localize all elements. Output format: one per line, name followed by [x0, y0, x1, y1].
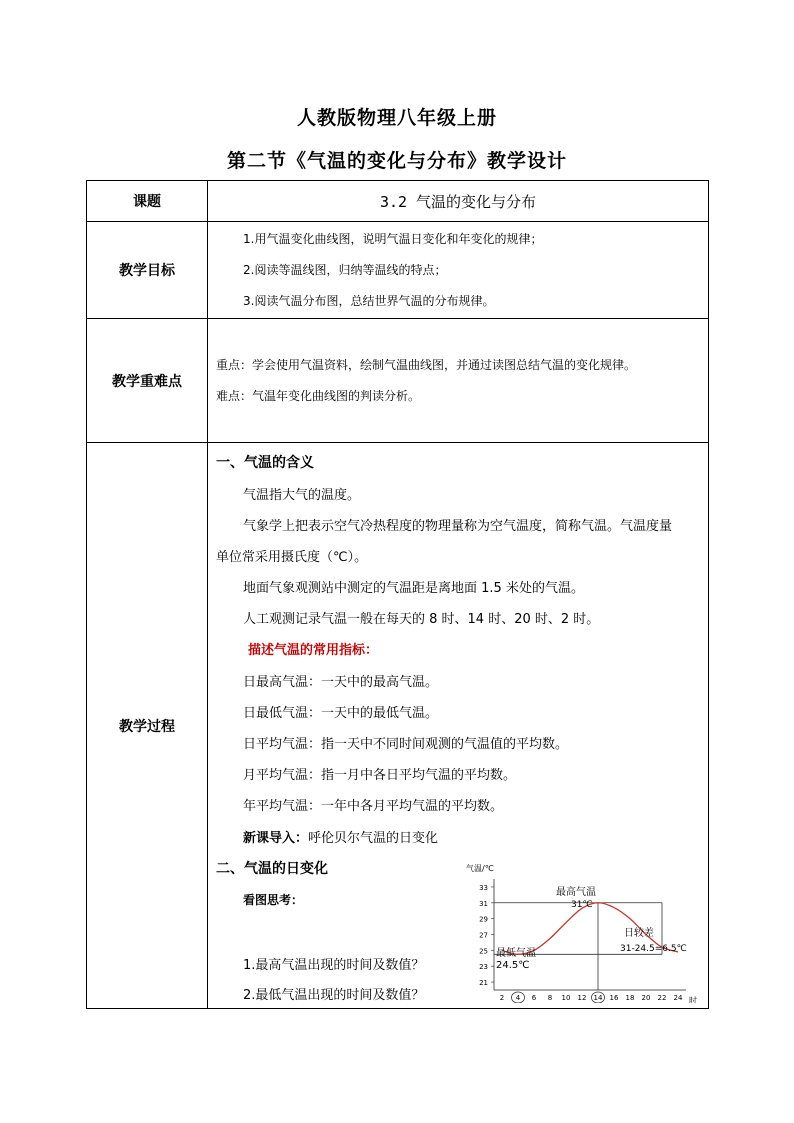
process-label: 教学过程: [87, 443, 208, 1009]
process-paragraph: 气温指大气的温度。: [243, 488, 361, 503]
y-tick-label: 27: [479, 931, 488, 940]
document-subtitle: 第二节《气温的变化与分布》教学设计: [226, 150, 567, 172]
key-points-label: 教学重难点: [87, 319, 208, 443]
lesson-plan-table: [86, 180, 709, 1009]
daily-range-value: 31-24.5=6.5℃: [620, 944, 687, 954]
topic-row: [87, 181, 709, 222]
x-tick-label: 12: [577, 994, 587, 1002]
intro-rest: 呼伦贝尔气温的日变化: [308, 831, 439, 846]
y-tick-label: 23: [479, 963, 488, 972]
goals-label: 教学目标: [87, 222, 208, 319]
daily-temperature-chart: [466, 859, 702, 1003]
min-temp-label: 最低气温: [496, 948, 536, 959]
y-axis-label: 气温/℃: [466, 864, 494, 873]
goal-item: 3.阅读气温分布图，总结世界气温的分布规律。: [243, 293, 495, 308]
process-paragraph: 气象学上把表示空气冷热程度的物理量称为空气温度，简称气温。气温度量: [243, 519, 673, 534]
x-tick-label: 6: [531, 994, 537, 1002]
y-tick-labels: [479, 884, 488, 987]
document-title: 人教版物理八年级上册: [296, 107, 497, 129]
goal-item: 1.用气温变化曲线图，说明气温日变化和年变化的规律；: [243, 231, 543, 246]
process-paragraph: 人工观测记录气温一般在每天的 8 时、14 时、20 时、2 时。: [243, 612, 600, 627]
x-tick-label: 4: [515, 994, 521, 1002]
x-tick-label: 10: [561, 994, 571, 1002]
x-axis-label: 时: [689, 996, 697, 1003]
intro-line: [208, 827, 438, 846]
x-tick-label: 22: [657, 994, 667, 1002]
indicator-item: 日最高气温：一天中的最高气温。: [243, 675, 439, 690]
y-tick-label: 31: [479, 899, 488, 908]
section-heading-1: 一、气温的含义: [216, 455, 314, 471]
indicators-heading: 描述气温的常用指标：: [248, 643, 379, 658]
x-tick-label: 8: [547, 994, 553, 1002]
daily-range-label: 日较差: [624, 928, 654, 939]
indicator-item: 日最低气温：一天中的最低气温。: [243, 706, 439, 721]
y-tick-label: 33: [479, 883, 488, 892]
intro-bold: 新课导入：: [243, 831, 309, 846]
x-tick-label: 2: [499, 994, 505, 1002]
y-tick-label: 25: [479, 947, 488, 956]
x-tick-label: 24: [673, 994, 683, 1002]
topic-label: 课题: [87, 181, 208, 222]
goals-cell: [208, 222, 709, 319]
think-prompt: 看图思考：: [243, 893, 304, 907]
process-paragraph: 地面气象观测站中测定的气温距是离地面 1.5 米处的气温。: [243, 581, 584, 596]
y-tick-label: 29: [479, 915, 488, 924]
process-cell: [208, 443, 709, 1009]
x-tick-labels: [500, 992, 683, 1003]
key-points-row: [87, 319, 709, 443]
min-temp-value: 24.5℃: [496, 960, 530, 971]
topic-value: 3.2 气温的变化与分布: [208, 181, 709, 222]
y-tick-label: 21: [479, 979, 488, 988]
x-tick-label: 16: [609, 994, 619, 1002]
indicator-item: 月平均气温：指一月中各日平均气温的平均数。: [243, 768, 517, 783]
max-temp-value: 31℃: [571, 900, 593, 910]
goals-row: [87, 222, 709, 319]
key-points-cell: [208, 319, 709, 443]
key-point-item: 重点：学会使用气温资料，绘制气温曲线图，并通过读图总结气温的变化规律。: [216, 357, 637, 372]
x-tick-label: 18: [625, 994, 635, 1002]
key-point-item: 难点：气温年变化曲线图的判读分析。: [216, 388, 421, 403]
question-item: 2.最低气温出现的时间及数值？: [243, 988, 425, 1003]
process-paragraph: 单位常采用摄氏度（℃）。: [216, 550, 368, 565]
max-temp-label: 最高气温: [556, 887, 596, 898]
process-row: [87, 443, 709, 1009]
question-item: 1.最高气温出现的时间及数值？: [243, 958, 425, 973]
section-heading-2: 二、气温的日变化: [216, 861, 328, 877]
goal-item: 2.阅读等温线图，归纳等温线的特点；: [243, 262, 447, 277]
x-tick-label: 14: [593, 994, 603, 1002]
indicator-item: 年平均气温：一年中各月平均气温的平均数。: [243, 799, 504, 814]
x-tick-label: 20: [641, 994, 651, 1002]
indicator-item: 日平均气温：指一天中不同时间观测的气温值的平均数。: [243, 737, 569, 752]
